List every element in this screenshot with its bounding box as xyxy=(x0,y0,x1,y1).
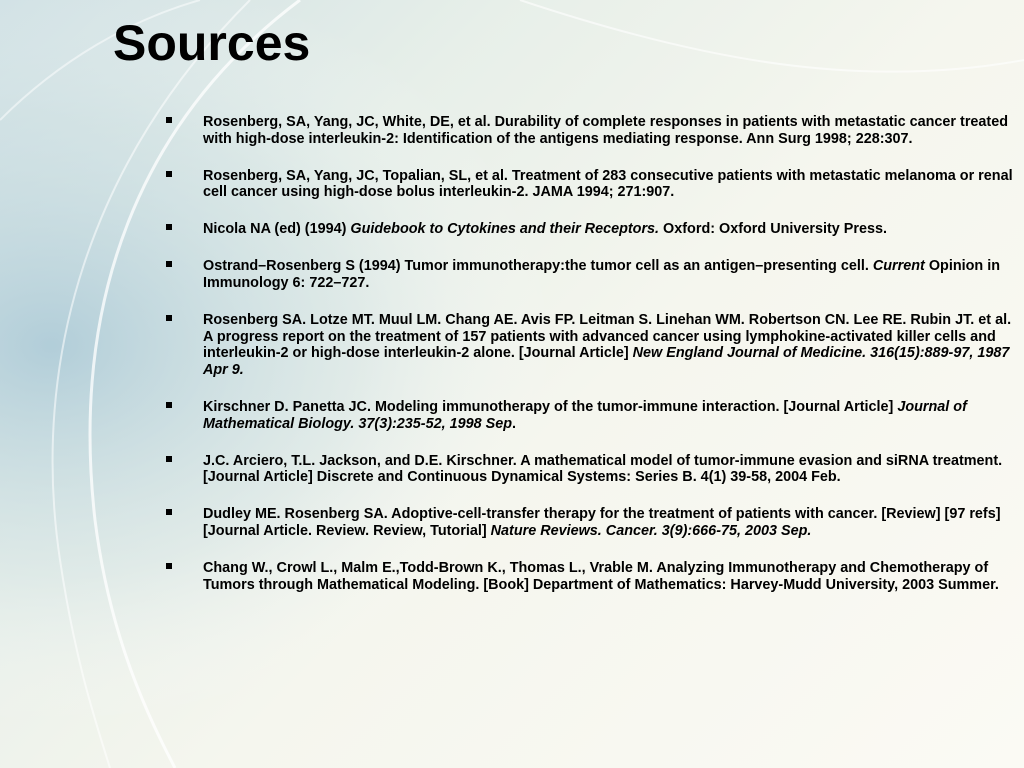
reference-text: J.C. Arciero, T.L. Jackson, and D.E. Kirschner. A mathematical model of tumor-immune evasion and siRNA treatment. [Journal Article] Discrete and Continuous Dynamical Systems: Series B. 4(1) 39-58, 2004 Feb. xyxy=(203,452,1003,486)
square-bullet-icon xyxy=(166,563,172,569)
reference-text: Rosenberg SA. Lotze MT. Muul LM. Chang AE. Avis FP. Leitman S. Linehan WM. Robertson CN. Lee RE. Rubin JT. et al. A progress report on the treatment of 157 patients with advanced cancer using lymphokine-activated killer cells and interleukin-2 or high-dose interleukin-2 alone. [Journal Article] xyxy=(203,312,1012,362)
reference-item xyxy=(166,506,1016,539)
reference-italic-text: New England Journal of Medicine. 316(15):889-97, 1987 Apr 9. xyxy=(203,345,1010,378)
reference-text: Rosenberg, SA, Yang, JC, White, DE, et al. Durability of complete responses in patients with metastatic cancer treated with high-dose interleukin-2: Identification of the antigens mediating response. Ann Surg 1998; 228:307. xyxy=(203,114,1009,147)
square-bullet-icon xyxy=(166,509,172,515)
reference-item xyxy=(166,453,1016,486)
reference-text: Oxford: Oxford University Press. xyxy=(659,221,887,238)
reference-item xyxy=(166,221,1016,238)
square-bullet-icon xyxy=(166,224,172,230)
reference-text: . xyxy=(512,415,516,432)
reference-item xyxy=(166,258,1016,291)
reference-italic-text: Journal of Mathematical Biology. 37(3):235-52, 1998 Sep xyxy=(203,399,967,432)
reference-italic-text: Nature Reviews. Cancer. 3(9):666-75, 2003 Sep. xyxy=(490,523,812,539)
reference-text: Opinion in Immunology 6: 722–727. xyxy=(203,258,1000,292)
reference-item xyxy=(166,312,1016,378)
reference-item xyxy=(166,114,1016,147)
reference-italic-text: Guidebook to Cytokines and their Receptors. xyxy=(350,221,660,238)
square-bullet-icon xyxy=(166,117,172,123)
square-bullet-icon xyxy=(166,402,172,408)
reference-text: Nicola NA (ed) (1994) xyxy=(203,221,351,238)
reference-list xyxy=(166,114,1016,614)
reference-text: Rosenberg, SA, Yang, JC, Topalian, SL, et al. Treatment of 283 consecutive patients with metastatic melanoma or renal cell cancer using high-dose bolus interleukin-2. JAMA 1994; 271:907. xyxy=(203,167,1013,201)
reference-item xyxy=(166,560,1016,593)
reference-text: Kirschner D. Panetta JC. Modeling immunotherapy of the tumor-immune interaction. [Journal Article] xyxy=(203,399,898,416)
slide-title: Sources xyxy=(113,15,311,71)
square-bullet-icon xyxy=(166,315,172,321)
square-bullet-icon xyxy=(166,171,172,177)
reference-italic-text: Current xyxy=(872,258,925,275)
reference-text: Dudley ME. Rosenberg SA. Adoptive-cell-transfer therapy for the treatment of patients with cancer. [Review] [97 refs] [Journal Article. Review. Review, Tutorial] xyxy=(203,506,1001,539)
reference-text: Ostrand–Rosenberg S (1994) Tumor immunotherapy:the tumor cell as an antigen–presenting cell. xyxy=(203,258,873,275)
square-bullet-icon xyxy=(166,456,172,462)
reference-item xyxy=(166,399,1016,432)
reference-item xyxy=(166,168,1016,201)
square-bullet-icon xyxy=(166,261,172,267)
reference-text: Chang W., Crowl L., Malm E.,Todd-Brown K., Thomas L., Vrable M. Analyzing Immunotherapy and Chemotherapy of Tumors through Mathematical Modeling. [Book] Department of Mathematics: Harvey-Mudd University, 2003 Summer. xyxy=(203,560,999,593)
